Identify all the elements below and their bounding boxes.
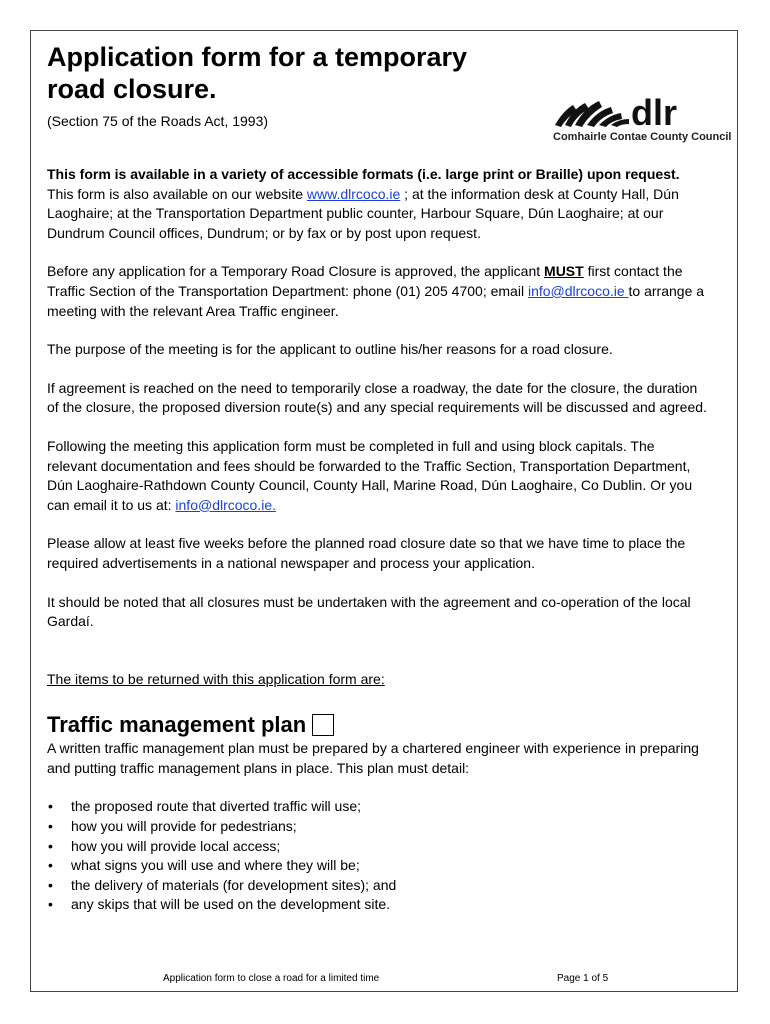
submission-email-link[interactable]: info@dlrcoco.ie. — [175, 496, 276, 513]
page-subtitle: (Section 75 of the Roads Act, 1993) — [47, 113, 269, 129]
list-item: • the delivery of materials (for development sites); and — [47, 876, 707, 896]
main-content — [47, 165, 707, 915]
footer-title: Application form to close a road for a limited time — [163, 973, 380, 984]
logo-caption: Comhairle Contae County Council — [553, 131, 732, 143]
email-link[interactable]: info@dlrcoco.ie — [527, 282, 629, 299]
traffic-plan-heading — [47, 711, 707, 739]
accessibility-paragraph: This form is available in a variety of accessible formats (i.e. large print or Braille) upon request. This form is also available on our website www.dlrcoco.ie ; at the information desk at County Hall, Dún Laoghaire; at the Transportation Department public counter, Harbour Square, Dún Laoghaire; at our Dundrum Council offices, Dundrum; or by fax or by post upon request. — [47, 166, 680, 241]
items-heading: The items to be returned with this application form are: — [47, 670, 385, 687]
list-item: • how you will provide for pedestrians; — [47, 817, 707, 837]
logo-text: dlr — [631, 92, 678, 133]
contact-paragraph: Before any application for a Temporary Road Closure is approved, the applicant MUST first contact the Traffic Section of the Transportation Department: phone (01) 205 4700; email info@dlrcoco.ie to arrange a meeting with the relevant Area Traffic engineer. — [47, 263, 705, 319]
agreement-paragraph: If agreement is reached on the need to temporarily close a roadway, the date for the closure, the duration of the closure, the proposed diversion route(s) and any special requirements will be discussed and agreed. — [47, 379, 707, 416]
page-title: Application form for a temporary road closure. — [47, 42, 468, 104]
accessibility-note: This form is available in a variety of accessible formats (i.e. large print or Braille) upon request. — [47, 166, 680, 182]
traffic-plan-checkbox[interactable] — [312, 714, 334, 736]
purpose-paragraph: The purpose of the meeting is for the applicant to outline his/her reasons for a road closure. — [47, 341, 613, 358]
traffic-plan-list — [47, 797, 707, 915]
gardai-paragraph: It should be noted that all closures must be undertaken with the agreement and co-operation of the local Gardaí. — [47, 593, 691, 630]
must-emphasis: MUST — [544, 263, 584, 280]
timing-paragraph: Please allow at least five weeks before the planned road closure date so that we have time to place the required advertisements in a national newspaper and process your application. — [47, 535, 686, 571]
traffic-plan-title: Traffic management plan — [47, 712, 307, 738]
document-page — [30, 30, 738, 992]
list-item: • how you will provide local access; — [47, 837, 707, 857]
page-number: Page 1 of 5 — [557, 973, 609, 984]
submission-paragraph: Following the meeting this application form must be completed in full and using block capitals. The relevant documentation and fees should be forwarded to the Traffic Section, Transportation Department, Dún Laoghaire-Rathdown County Council, County Hall, Marine Road, Dún Laoghaire, Co Dublin. Or you can email it to us at: info@dlrcoco.ie. — [47, 437, 693, 513]
traffic-plan-intro: A written traffic management plan must be prepared by a chartered engineer with experience in preparing and putting traffic management plans in place. This plan must detail: — [47, 740, 699, 776]
website-link[interactable]: www.dlrcoco.ie — [306, 185, 401, 202]
list-item: • any skips that will be used on the development site. — [47, 895, 707, 915]
list-item: • what signs you will use and where they will be; — [47, 856, 707, 876]
list-item: • the proposed route that diverted traffic will use; — [47, 797, 707, 817]
